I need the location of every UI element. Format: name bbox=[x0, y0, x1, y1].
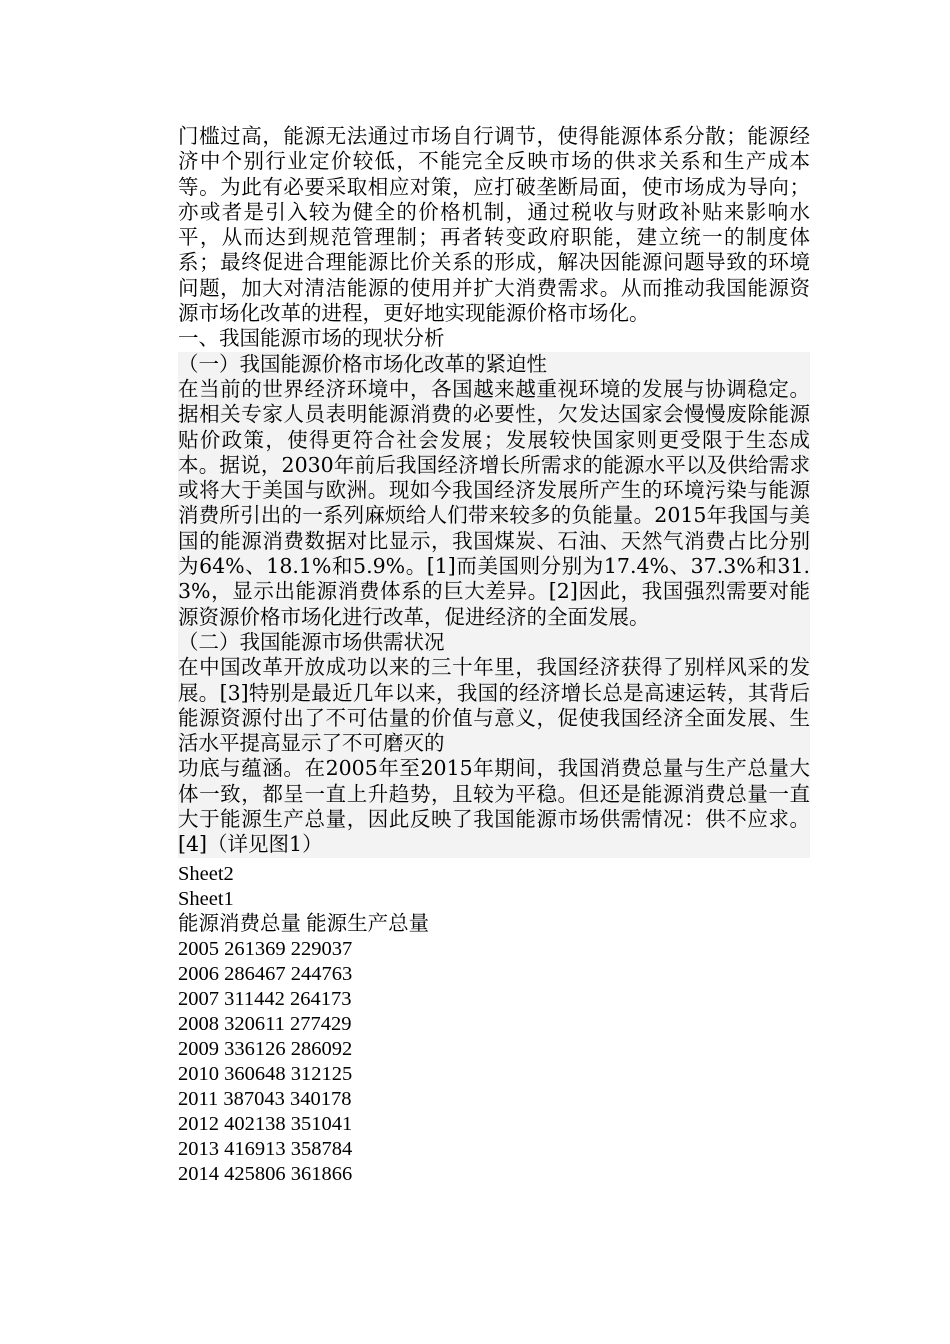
row-production: 244763 bbox=[290, 963, 353, 986]
row-year: 2011 bbox=[178, 1088, 219, 1111]
row-year: 2005 bbox=[178, 938, 219, 961]
row-consumption: 360648 bbox=[224, 1063, 286, 1086]
row-year: 2009 bbox=[178, 1038, 219, 1061]
sheet2-label: Sheet2 bbox=[178, 862, 234, 885]
row-consumption: 387043 bbox=[223, 1088, 285, 1111]
row-production: 361866 bbox=[290, 1163, 353, 1186]
row-year: 2007 bbox=[178, 988, 219, 1011]
embedded-sheet-data bbox=[178, 862, 810, 1188]
sheet1-label: Sheet1 bbox=[178, 887, 234, 910]
row-year: 2014 bbox=[178, 1163, 219, 1186]
row-consumption: 402138 bbox=[224, 1113, 286, 1136]
row-year: 2013 bbox=[178, 1138, 219, 1161]
row-consumption: 261369 bbox=[224, 938, 286, 961]
row-consumption: 320611 bbox=[224, 1013, 285, 1036]
row-consumption: 336126 bbox=[224, 1038, 286, 1061]
row-production: 340178 bbox=[290, 1088, 352, 1111]
intro-paragraph: 门槛过高，能源无法通过市场自行调节，使得能源体系分散；能源经济中个别行业定价较低，不能完全反映市场的供求关系和生产成本等。为此有必要采取相应对策，应打破垄断局面，使市场成为导向；亦或者是引入较为健全的价格机制，通过税收与财政补贴来影响水平，从而达到规范管理制；再者转变政府职能，建立统一的制度体系；最终促进合理能源比价关系的形成，解决因能源问题导致的环境问题，加大对清洁能源的使用并扩大消费需求。从而推动我国能源资源市场化改革的进程，更好地实现能源价格市场化。 bbox=[178, 124, 810, 326]
row-production: 358784 bbox=[290, 1138, 353, 1161]
row-production: 286092 bbox=[290, 1038, 353, 1061]
table-row bbox=[178, 1112, 810, 1137]
table-row bbox=[178, 1162, 810, 1187]
supply-demand-paragraph-part1: 在中国改革开放成功以来的三十年里，我国经济获得了别样风采的发展。[3]特别是最近几年以来，我国的经济增长总是高速运转，其背后能源资源付出了不可估量的价值与意义，促使我国经济全面发展、生活水平提高显示了不可磨灭的 bbox=[178, 655, 810, 756]
row-consumption: 286467 bbox=[224, 963, 286, 986]
table-row bbox=[178, 987, 810, 1012]
table-header-row bbox=[178, 912, 810, 937]
table-row bbox=[178, 1037, 810, 1062]
urgency-paragraph: 在当前的世界经济环境中，各国越来越重视环境的发展与协调稳定。据相关专家人员表明能源消费的必要性，欠发达国家会慢慢废除能源贴价政策，使得更符合社会发展；发展较快国家则更受限于生态成本。据说，2030年前后我国经济增长所需求的能源水平以及供给需求或将大于美国与欧洲。现如今我国经济发展所产生的环境污染与能源消费所引出的一系列麻烦给人们带来较多的负能量。2015年我国与美国的能源消费数据对比显示，我国煤炭、石油、天然气消费占比分别为64%、18.1%和5.9%。[1]而美国则分别为17.4%、37.3%和31.3%，显示出能源消费体系的巨大差异。[2]因此，我国强烈需要对能源资源价格市场化进行改革，促进经济的全面发展。 bbox=[178, 376, 810, 629]
row-year: 2008 bbox=[178, 1013, 219, 1036]
table-row bbox=[178, 962, 810, 987]
section-heading: 一、我国能源市场的现状分析 bbox=[178, 326, 445, 351]
row-production: 229037 bbox=[290, 938, 353, 961]
row-production: 264173 bbox=[290, 988, 352, 1011]
sub-heading-urgency: （一）我国能源价格市场化改革的紧迫性 bbox=[178, 352, 810, 377]
table-row bbox=[178, 1087, 810, 1112]
row-consumption: 425806 bbox=[224, 1163, 286, 1186]
row-year: 2006 bbox=[178, 963, 219, 986]
header-production: 能源生产总量 bbox=[306, 913, 430, 936]
document-page bbox=[178, 124, 810, 1187]
row-consumption: 416913 bbox=[224, 1138, 286, 1161]
sub-heading-supply-demand: （二）我国能源市场供需状况 bbox=[178, 630, 810, 655]
row-production: 312125 bbox=[290, 1063, 353, 1086]
row-production: 277429 bbox=[290, 1013, 352, 1036]
header-consumption: 能源消费总量 bbox=[178, 913, 301, 936]
table-row bbox=[178, 1012, 810, 1037]
supply-demand-paragraph-part2: 功底与蕴涵。在2005年至2015年期间，我国消费总量与生产总量大体一致，都呈一直上升趋势，且较为平稳。但还是能源消费总量一直大于能源生产总量，因此反映了我国能源市场供需情况：供不应求。[4]（详见图1） bbox=[178, 756, 810, 857]
row-year: 2010 bbox=[178, 1063, 219, 1086]
row-consumption: 311442 bbox=[224, 988, 285, 1011]
table-row bbox=[178, 937, 810, 962]
row-production: 351041 bbox=[290, 1113, 353, 1136]
row-year: 2012 bbox=[178, 1113, 219, 1136]
table-row bbox=[178, 1062, 810, 1087]
table-row bbox=[178, 1137, 810, 1162]
